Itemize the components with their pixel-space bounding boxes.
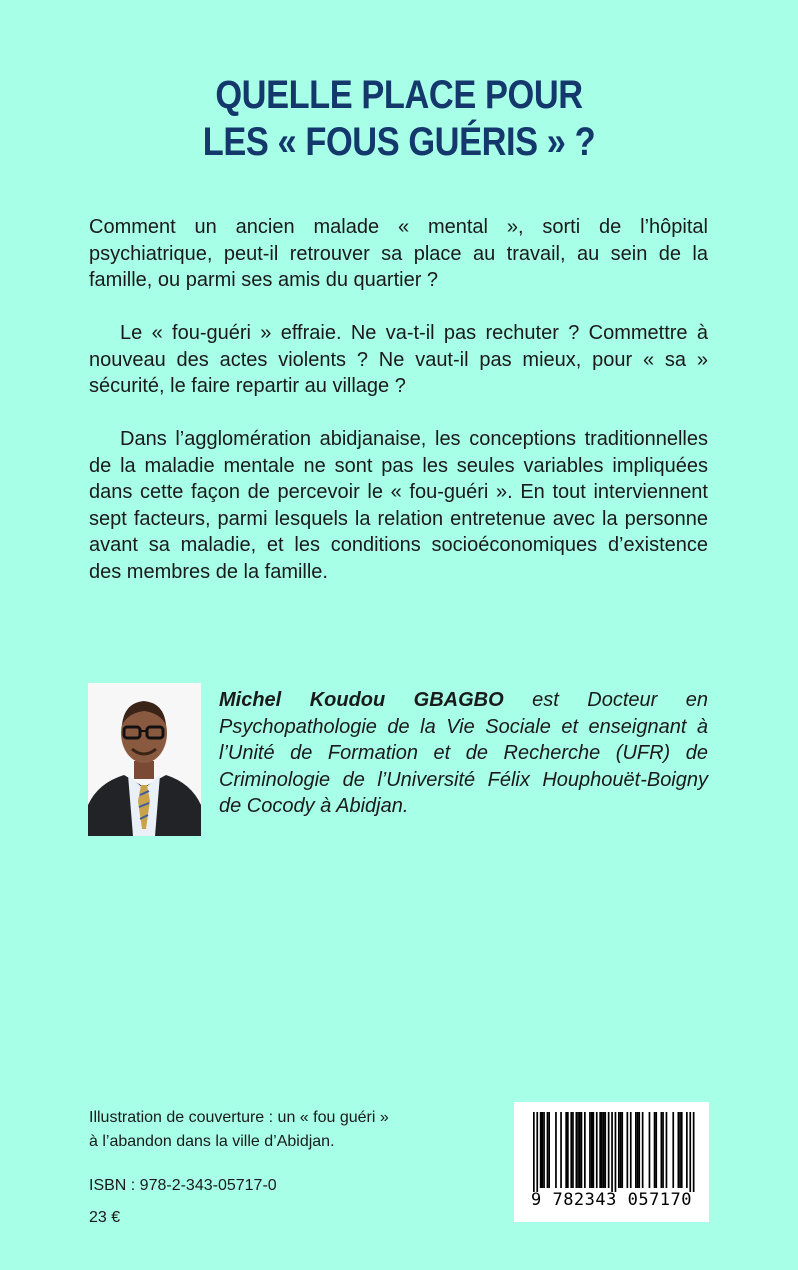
barcode-bar	[579, 1112, 581, 1188]
barcode-bar	[686, 1112, 688, 1188]
barcode-bar	[642, 1112, 644, 1188]
barcode-bar	[638, 1112, 640, 1188]
barcode-bar	[608, 1112, 610, 1188]
barcode-bar	[543, 1112, 545, 1188]
barcode-bar	[662, 1112, 664, 1188]
barcode-bar	[678, 1112, 680, 1188]
barcode-bar	[536, 1112, 538, 1192]
price-text: 23 €	[89, 1209, 121, 1226]
barcode-bar	[591, 1112, 593, 1188]
blurb-paragraph-3: Dans l’agglomération abidjanaise, les conceptions traditionnelles de la maladie mentale ne sont pas les seules variables impliquées dans cette façon de percevoir le « fou-guéri ». En tout interviennent sept facteurs, parmi lesquels la relation entretenue avec la personne avant sa maladie, et les conditions socioéconomiques d’existence des membres de la famille.	[89, 428, 708, 583]
barcode-bar	[584, 1112, 586, 1188]
barcode-bar	[661, 1112, 663, 1188]
barcode-bar	[601, 1112, 603, 1188]
barcode-bar	[620, 1112, 622, 1188]
barcode-bar	[649, 1112, 651, 1188]
barcode-bar	[565, 1112, 567, 1188]
barcode-bar	[577, 1112, 579, 1188]
title-line-1: QUELLE PLACE POUR	[215, 73, 583, 117]
barcode-bar	[560, 1112, 562, 1188]
cover-credit	[89, 1106, 469, 1154]
barcode-bar	[567, 1112, 569, 1188]
barcode-bar	[548, 1112, 550, 1188]
barcode-bar	[679, 1112, 681, 1188]
barcode-bar	[681, 1112, 683, 1188]
barcode-bar	[570, 1112, 572, 1188]
barcode	[514, 1102, 709, 1222]
barcode-bar	[611, 1112, 613, 1192]
blurb-paragraph-1: Comment un ancien malade « mental », sorti de l’hôpital psychiatrique, peut-il retrouver sa place au travail, au sein de la famille, ou parmi ses amis du quartier ?	[89, 216, 708, 291]
author-bio-text: est Docteur en Psychopathologie de la Vie Sociale et enseignant à l’Unité de Formation et de Recherche (UFR) de Criminologie de l’Université Félix Houphouët-Boigny de Cocody à Abidjan.	[219, 689, 708, 817]
barcode-bar	[604, 1112, 606, 1188]
barcode-bar	[666, 1112, 668, 1188]
barcode-bar	[581, 1112, 583, 1188]
author-bio	[219, 687, 708, 820]
barcode-bar	[572, 1112, 574, 1188]
barcode-digits: 9 782343 057170	[530, 1190, 693, 1210]
barcode-bar	[547, 1112, 549, 1188]
barcode-bar	[542, 1112, 544, 1188]
barcode-bar	[540, 1112, 542, 1188]
barcode-bar	[596, 1112, 598, 1188]
barcode-bar	[654, 1112, 656, 1188]
barcode-bar	[576, 1112, 578, 1188]
barcode-bar	[593, 1112, 595, 1188]
barcode-bar	[589, 1112, 591, 1188]
barcode-bar	[621, 1112, 623, 1188]
barcode-bar	[655, 1112, 657, 1188]
barcode-bars	[514, 1102, 709, 1192]
barcode-bar	[627, 1112, 629, 1188]
title-line-2: LES « FOUS GUÉRIS » ?	[202, 120, 596, 164]
barcode-bar	[689, 1112, 691, 1192]
isbn-text: ISBN : 978-2-343-05717-0	[89, 1177, 277, 1194]
cover-credit-line-1: Illustration de couverture : un « fou guéri »	[89, 1109, 389, 1126]
author-photo	[88, 683, 201, 836]
barcode-bar	[630, 1112, 632, 1188]
barcode-bar	[615, 1112, 617, 1192]
barcode-bar	[603, 1112, 605, 1188]
barcode-bar	[599, 1112, 601, 1188]
barcode-bar	[533, 1112, 535, 1192]
barcode-bar	[618, 1112, 620, 1188]
barcode-bar	[672, 1112, 674, 1188]
barcode-bar	[693, 1112, 695, 1192]
barcode-bar	[637, 1112, 639, 1188]
author-name: Michel Koudou GBAGBO	[219, 689, 504, 711]
author-portrait-illustration	[88, 683, 201, 836]
book-title	[56, 72, 742, 166]
barcode-bar	[635, 1112, 637, 1188]
cover-credit-line-2: à l’abandon dans la ville d’Abidjan.	[89, 1133, 335, 1150]
barcode-bar	[555, 1112, 557, 1188]
blurb-paragraph-2: Le « fou-guéri » effraie. Ne va-t-il pas rechuter ? Commettre à nouveau des actes violents ? Ne vaut-il pas mieux, pour « sa » sécurité, le faire repartir au village ?	[89, 322, 708, 397]
